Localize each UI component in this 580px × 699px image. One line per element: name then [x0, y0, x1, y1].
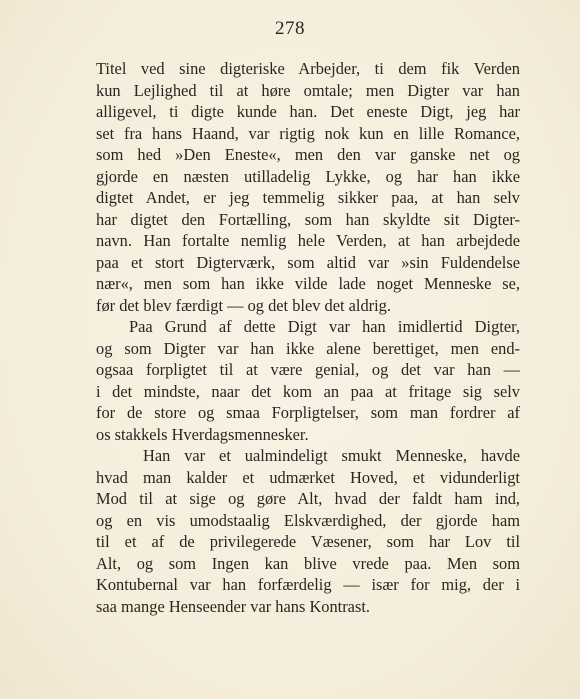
text-line: for de store og smaa Forpligtelser, som man fordrer af — [96, 403, 520, 422]
text-line: som hed »Den Eneste«, men den var ganske net og — [96, 145, 520, 164]
text-line: digtet Andet, er jeg temmelig sikker paa, at han selv — [96, 188, 520, 207]
text-line: gjorde en næsten utilladelig Lykke, og har han ikke — [96, 166, 520, 186]
page-number: 278 — [275, 18, 305, 39]
paragraph-end-line: saa mange Henseender var hans Kontrast. — [96, 596, 370, 616]
text-line: Kontubernal var han forfærdelig — især for mig, der i — [96, 575, 520, 594]
text-line: og som Digter var han ikke alene berettiget, men end- — [96, 338, 520, 358]
text-line: paa et stort Digterværk, som altid var »sin Fuldendelse — [96, 252, 520, 272]
paragraph-start-line: Han var et ualmindeligt smukt Menneske, havde — [143, 446, 520, 465]
text-line: navn. Han fortalte nemlig hele Verden, at han arbejdede — [96, 231, 520, 250]
text-line: Mod til at sige og gøre Alt, hvad der faldt ham ind, — [96, 489, 520, 508]
text-line: og en vis umodstaalig Elskværdighed, der gjorde ham — [96, 510, 520, 530]
text-line: Titel ved sine digteriske Arbejder, ti dem fik Verden — [96, 59, 520, 78]
text-line: kun Lejlighed til at høre omtale; men Digter var han — [96, 80, 520, 100]
paragraph-end-line: os stakkels Hverdagsmennesker. — [96, 424, 309, 444]
paragraph-end-line: før det blev færdigt — og det blev det aldrig. — [96, 295, 391, 315]
text-line: har digtet den Fortælling, som han skyldte sit Digter- — [96, 209, 520, 229]
body-text — [96, 58, 520, 617]
text-line: til et af de privilegerede Væsener, som har Lov til — [96, 532, 520, 551]
text-line: ogsaa forpligtet til at være genial, og det var han — — [96, 360, 520, 379]
text-line: alligevel, ti digte kunde han. Det eneste Digt, jeg har — [96, 102, 520, 121]
text-line: Alt, og som Ingen kan blive vrede paa. Men som — [96, 553, 520, 573]
paragraph-start-line: Paa Grund af dette Digt var han imidlertid Digter, — [129, 317, 520, 336]
text-line: i det mindste, naar det kom an paa at fritage sig selv — [96, 381, 520, 401]
text-line: nær«, men som han ikke vilde lade noget Menneske se, — [96, 274, 520, 293]
text-line: set fra hans Haand, var rigtig nok kun en lille Romance, — [96, 123, 520, 143]
text-line: hvad man kalder et udmærket Hoved, et vidunderligt — [96, 467, 520, 487]
